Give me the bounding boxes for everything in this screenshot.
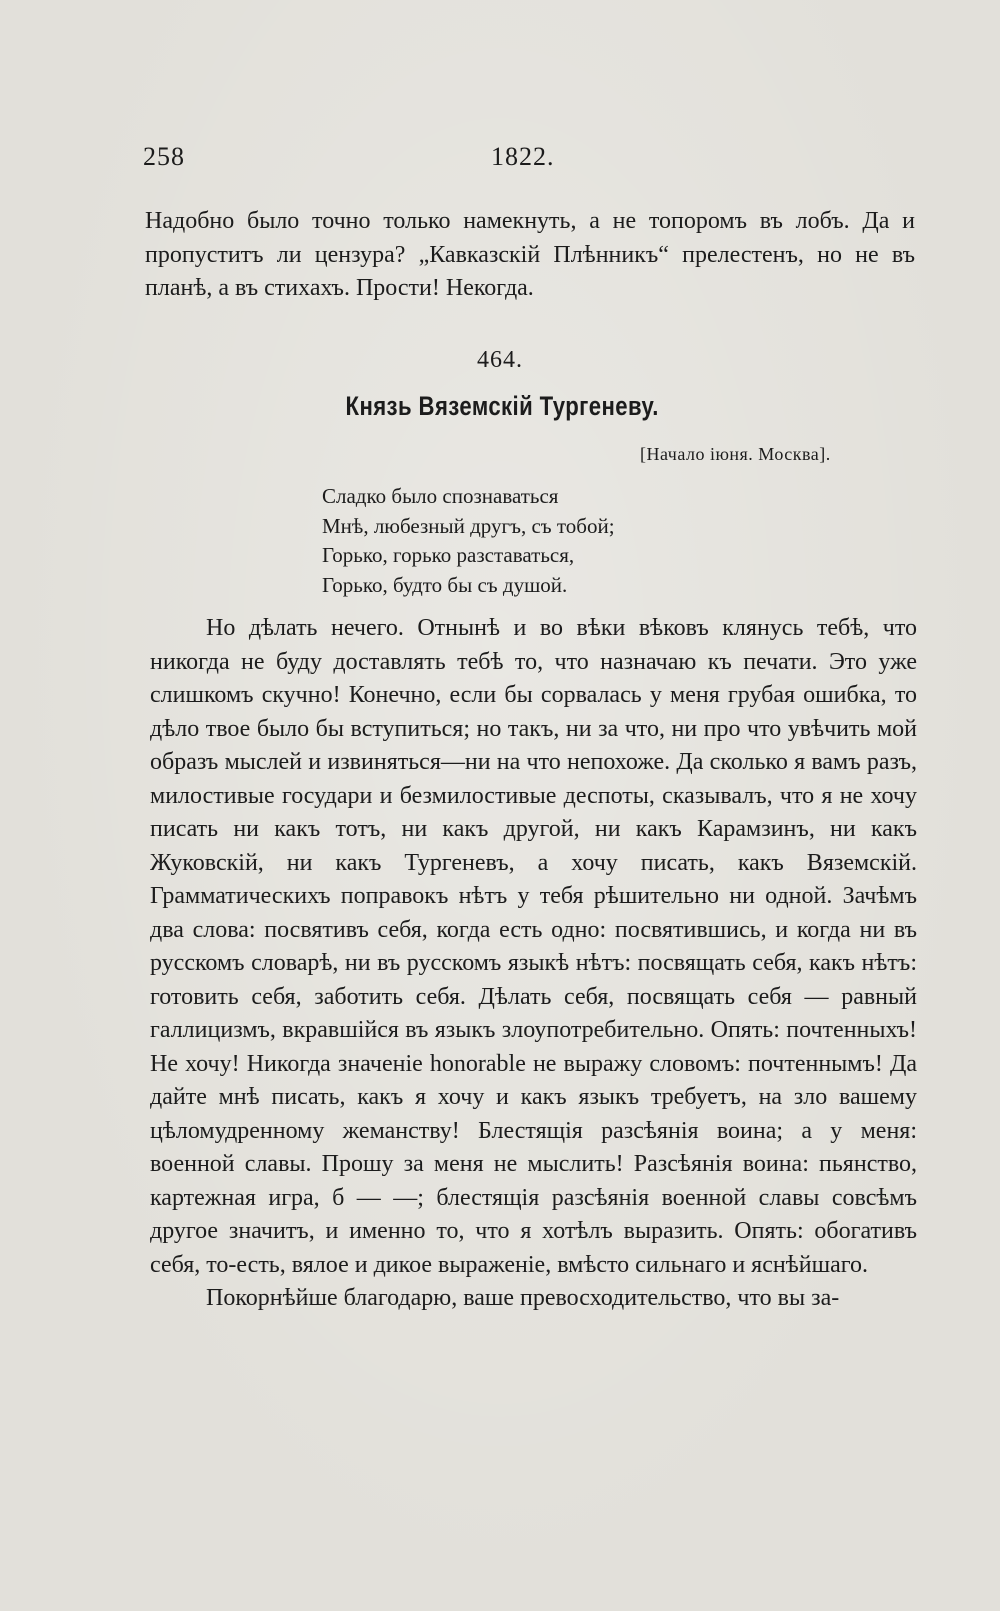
body-paragraph: Покорнѣйше благодарю, ваше превосходительство, что вы за- <box>206 1285 840 1311</box>
page-number: 258 <box>143 142 185 171</box>
verse-line: Горько, будто бы съ душой. <box>322 572 568 597</box>
continued-paragraph <box>145 205 915 306</box>
running-head-year: 1822. <box>491 142 555 171</box>
verse-line: Мнѣ, любезный другъ, съ тобой; <box>322 513 615 538</box>
letter-title: Князь Вяземскій Тургеневу. <box>345 391 659 421</box>
page-header <box>143 142 913 182</box>
letter-body <box>150 612 917 1316</box>
verse-line: Сладко было спознаваться <box>322 484 559 508</box>
verse-stanza <box>322 482 615 600</box>
verse-line: Горько, горько разставаться, <box>322 543 575 567</box>
letter-dateline: [Начало іюня. Москва]. <box>640 444 831 464</box>
body-paragraph: Но дѣлать нечего. Отнынѣ и во вѣки вѣковъ клянусь тебѣ, что никогда не буду доставлять тебѣ то, что назначаю къ печати. Это уже слишкомъ скучно! Конечно, если бы сорвалась у меня грубая ошибка, то дѣло твое было бы вступиться; но такъ, ни за что, ни про что увѣчить мой образъ мыслей и извиняться—ни на что непохоже. Да сколько я вамъ разъ, милостивые государи и безмилостивые деспоты, сказывалъ, что я не хочу писать ни какъ тотъ, ни какъ другой, ни какъ Карамзинъ, ни какъ Жуковскій, ни какъ Тургеневъ, а хочу писать, какъ Вяземскій. Грамматическихъ поправокъ нѣтъ у тебя рѣшительно ни одной. Зачѣмъ два слова: посвятивъ себя, когда есть одно: посвятившись, и когда ни въ русскомъ словарѣ, ни въ русскомъ языкѣ нѣтъ: посвящать себя, какъ нѣтъ: готовить себя, заботить себя. Дѣлать себя, посвящать себя — равный галлицизмъ, вкравшійся въ языкъ злоупотребительно. Опять: почтенныхъ! Не хочу! Никогда значеніе honorable не выражу словомъ: почтеннымъ! Да дайте мнѣ писать, какъ я хочу и какъ языкъ требуетъ, на зло вашему цѣломудренному жеманству! Блестящія разсѣянія воина; а у меня: военной славы. Прошу за меня не мыслить! Разсѣянія воина: пьянство, картежная игра, б — —; блестящія разсѣянія военной славы совсѣмъ другое значитъ, и именно то, что я хотѣлъ выразить. Опять: обогативъ себя, то-есть, вялое и дикое выраженіе, вмѣсто сильнаго и яснѣйшаго. <box>150 615 917 1278</box>
letter-number: 464. <box>477 347 523 373</box>
continued-paragraph-text: Надобно было точно только намекнуть, а не топоромъ въ лобъ. Да и пропуститъ ли цензура? „Кавказскій Плѣнникъ“ прелестенъ, но не въ планѣ, а въ стихахъ. Прости! Некогда. <box>145 208 915 301</box>
